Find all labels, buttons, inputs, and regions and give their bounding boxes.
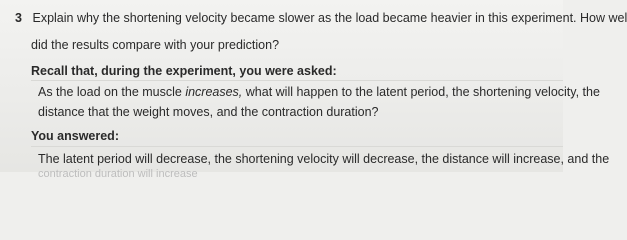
- answer-line-1: The latent period will decrease, the shortening velocity will decrease, the distance will increase, and the: [38, 152, 610, 166]
- divider: [31, 80, 563, 81]
- recall-heading: Recall that, during the experiment, you were asked:: [31, 64, 337, 78]
- prediction-prompt-line-1: [38, 85, 600, 99]
- prompt-text-end: what will happen to the latent period, the shortening velocity, the: [242, 85, 600, 99]
- question-number: 3: [15, 11, 22, 25]
- question-text-line-1: Explain why the shortening velocity became slower as the load became heavier in this experiment. How wel: [32, 11, 627, 25]
- prompt-emphasis: increases,: [185, 85, 243, 99]
- prompt-text-start: As the load on the muscle: [38, 85, 186, 99]
- answer-line-2: contraction duration will increase: [38, 168, 198, 180]
- question-line-1: [15, 8, 627, 29]
- prediction-prompt-line-2: distance that the weight moves, and the contraction duration?: [38, 105, 379, 119]
- divider: [31, 146, 563, 147]
- question-text-line-2: did the results compare with your prediction?: [31, 38, 280, 52]
- answered-heading: You answered:: [31, 129, 119, 143]
